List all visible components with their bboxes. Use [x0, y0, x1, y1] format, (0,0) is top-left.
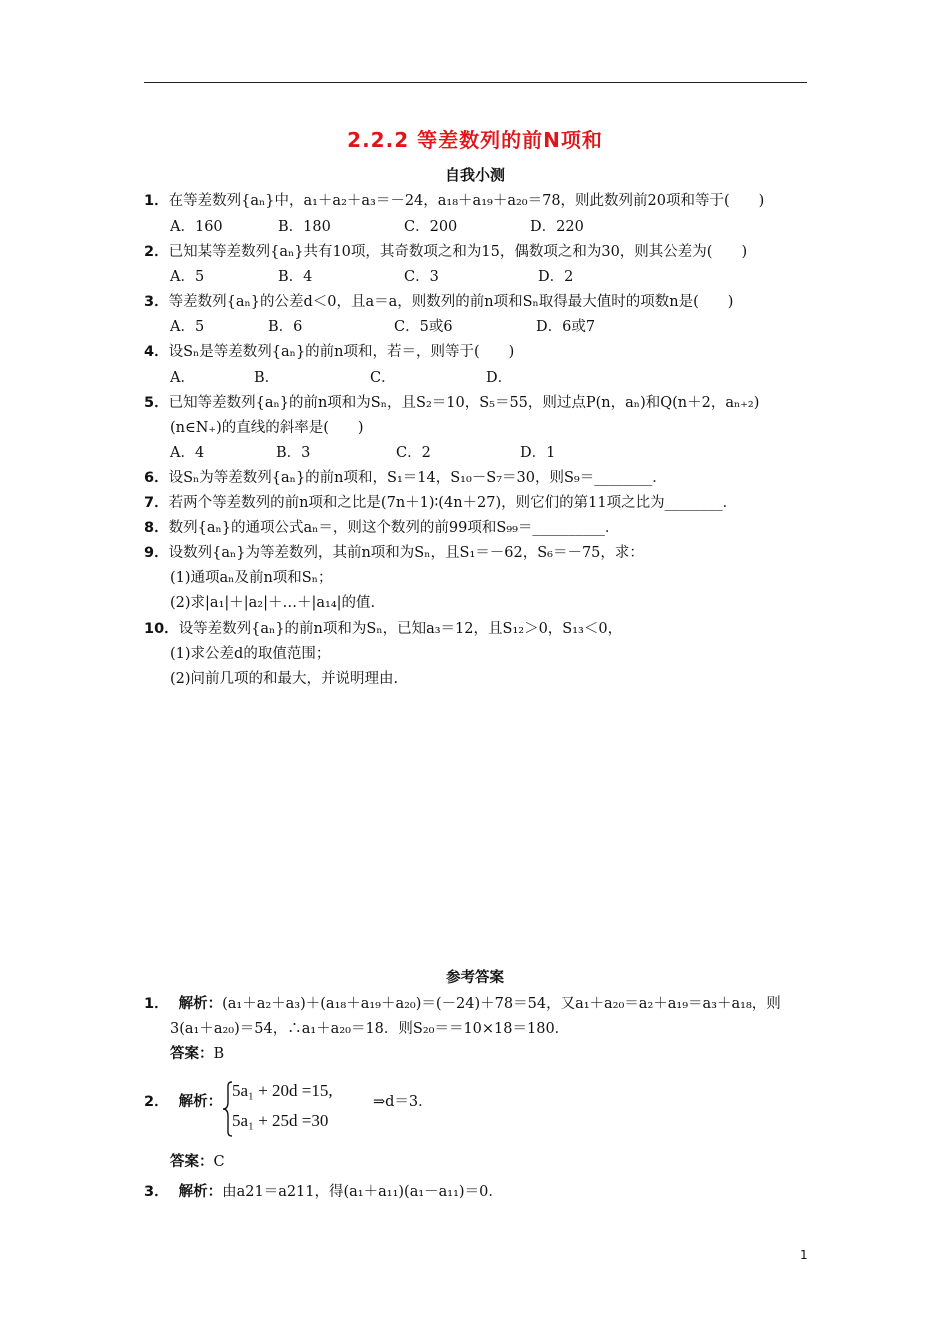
question-text: 已知等差数列{aₙ}的前n项和为Sₙ，且S₂＝10，S₅＝55，则过点P(n，aₙ)和Q(n＋2，aₙ₊₂)	[168, 395, 760, 411]
answer-1	[144, 995, 781, 1013]
question-2	[144, 243, 747, 261]
question-1-options	[170, 218, 584, 236]
option-d: D．	[486, 370, 513, 386]
question-text: 设数列{aₙ}为等差数列，其前n项和为Sₙ，且S₁＝－62，S₆＝－75，求：	[168, 545, 644, 561]
question-text: 若两个等差数列的前n项和之比是(7n＋1)∶(4n＋27)，则它们的第11项之比为________．	[168, 495, 738, 511]
answer-label: 答案：	[170, 1154, 214, 1170]
answer-text: 由a21＝a211，得(a₁＋a₁₁)(a₁－a₁₁)＝0．	[222, 1184, 503, 1200]
option-c: C．	[370, 370, 396, 386]
option-a: A．5	[170, 269, 205, 285]
option-d: D．2	[538, 269, 574, 285]
question-text: 设Sₙ为等差数列{aₙ}的前n项和，S₁＝14，S₁₀－S₇＝30，则S₉＝________．	[168, 470, 667, 486]
question-1	[144, 192, 764, 210]
option-b: B．4	[278, 269, 313, 285]
question-number: 3．	[144, 294, 169, 310]
question-4	[144, 343, 514, 361]
question-3	[144, 293, 733, 311]
answers-title: 参考答案	[446, 970, 504, 986]
option-a: A．4	[170, 445, 205, 461]
question-5-options	[170, 444, 555, 462]
question-7	[144, 494, 737, 512]
option-a: A．	[170, 370, 195, 386]
analysis-label: 解析：	[178, 996, 223, 1012]
question-4-options	[170, 369, 512, 387]
header-rule	[144, 82, 807, 83]
equation-system	[222, 1080, 362, 1138]
question-number: 5．	[144, 395, 169, 411]
option-a: A．5	[170, 319, 205, 335]
question-number: 4．	[144, 344, 169, 360]
answer-1-continued: 3(a₁＋a₂₀)＝54，∴a₁＋a₂₀＝18．则S₂₀＝＝10×18＝180．	[170, 1021, 570, 1037]
question-number: 2．	[144, 244, 169, 260]
question-text: 设Sₙ是等差数列{aₙ}的前n项和，若＝，则等于( )	[168, 344, 515, 360]
answer-number: 3．	[144, 1184, 169, 1200]
answer-value: C	[213, 1154, 225, 1170]
option-c: C．3	[404, 269, 439, 285]
answer-number: 2．	[144, 1094, 169, 1110]
question-number: 6．	[144, 470, 169, 486]
option-d: D．1	[520, 445, 556, 461]
question-10	[144, 620, 622, 638]
equation-result: ⇒d＝3．	[373, 1094, 433, 1110]
question-text: 等差数列{aₙ}的公差d＜0，且a＝a，则数列的前n项和Sₙ取得最大值时的项数n是( )	[168, 294, 734, 310]
analysis-label: 解析：	[178, 1094, 223, 1110]
option-b: B．180	[278, 219, 331, 235]
question-text: 在等差数列{aₙ}中，a₁＋a₂＋a₃＝－24，a₁₈＋a₁₉＋a₂₀＝78，则此数列前20项和等于( )	[168, 193, 765, 209]
option-a: A．160	[170, 219, 223, 235]
answer-label: 答案：	[170, 1046, 214, 1062]
question-text: 已知某等差数列{aₙ}共有10项，其奇数项之和为15，偶数项之和为30，则其公差为( )	[168, 244, 748, 260]
question-text: 数列{aₙ}的通项公式aₙ＝，则这个数列的前99项和S₉₉＝__________．	[168, 520, 620, 536]
question-number: 9．	[144, 545, 169, 561]
question-9-part-1: (1)通项aₙ及前n项和Sₙ；	[170, 570, 333, 586]
question-8	[144, 519, 619, 537]
answer-3	[144, 1183, 503, 1201]
analysis-label: 解析：	[178, 1184, 223, 1200]
option-c: C．200	[404, 219, 458, 235]
question-3-options	[170, 318, 595, 336]
question-number: 8．	[144, 520, 169, 536]
option-d: D．220	[530, 219, 584, 235]
option-d: D．6或7	[536, 319, 596, 335]
section-title: 自我小测	[444, 166, 505, 184]
equation-2: 5a₁ + 25d =30	[232, 1111, 329, 1130]
option-b: B．3	[276, 445, 311, 461]
question-5	[144, 394, 759, 412]
question-9-part-2: (2)求|a₁|＋|a₂|＋…＋|a₁₄|的值.	[170, 595, 376, 611]
question-9	[144, 544, 644, 562]
question-6	[144, 469, 667, 487]
answer-2-result	[170, 1153, 225, 1171]
question-number: 1．	[144, 193, 169, 209]
option-b: B．	[254, 370, 280, 386]
page-title: 2.2.2 等差数列的前N项和	[347, 128, 603, 152]
question-5-continued: (n∈N₊)的直线的斜率是( )	[170, 420, 364, 436]
question-10-part-2: (2)问前几项的和最大，并说明理由.	[170, 671, 399, 687]
question-number: 10．	[144, 621, 179, 637]
answer-value: B	[213, 1046, 225, 1062]
question-text: 设等差数列{aₙ}的前n项和为Sₙ，已知a₃＝12，且S₁₂＞0，S₁₃＜0，	[178, 621, 623, 637]
answer-number: 1．	[144, 996, 169, 1012]
page-number: 1	[800, 1248, 808, 1262]
answer-1-result	[170, 1045, 224, 1063]
question-10-part-1: (1)求公差d的取值范围；	[170, 646, 331, 662]
question-2-options	[170, 268, 573, 286]
answer-text: (a₁＋a₂＋a₃)＋(a₁₈＋a₁₉＋a₂₀)＝(－24)＋78＝54，又a₁＋a₂₀＝a₂＋a₁₉＝a₃＋a₁₈，则	[222, 996, 781, 1012]
equation-1: 5a₁ + 20d =15,	[232, 1081, 333, 1100]
option-c: C．2	[396, 445, 431, 461]
option-c: C．5或6	[394, 319, 453, 335]
answer-2	[144, 1093, 222, 1111]
question-number: 7．	[144, 495, 169, 511]
option-b: B．6	[268, 319, 303, 335]
